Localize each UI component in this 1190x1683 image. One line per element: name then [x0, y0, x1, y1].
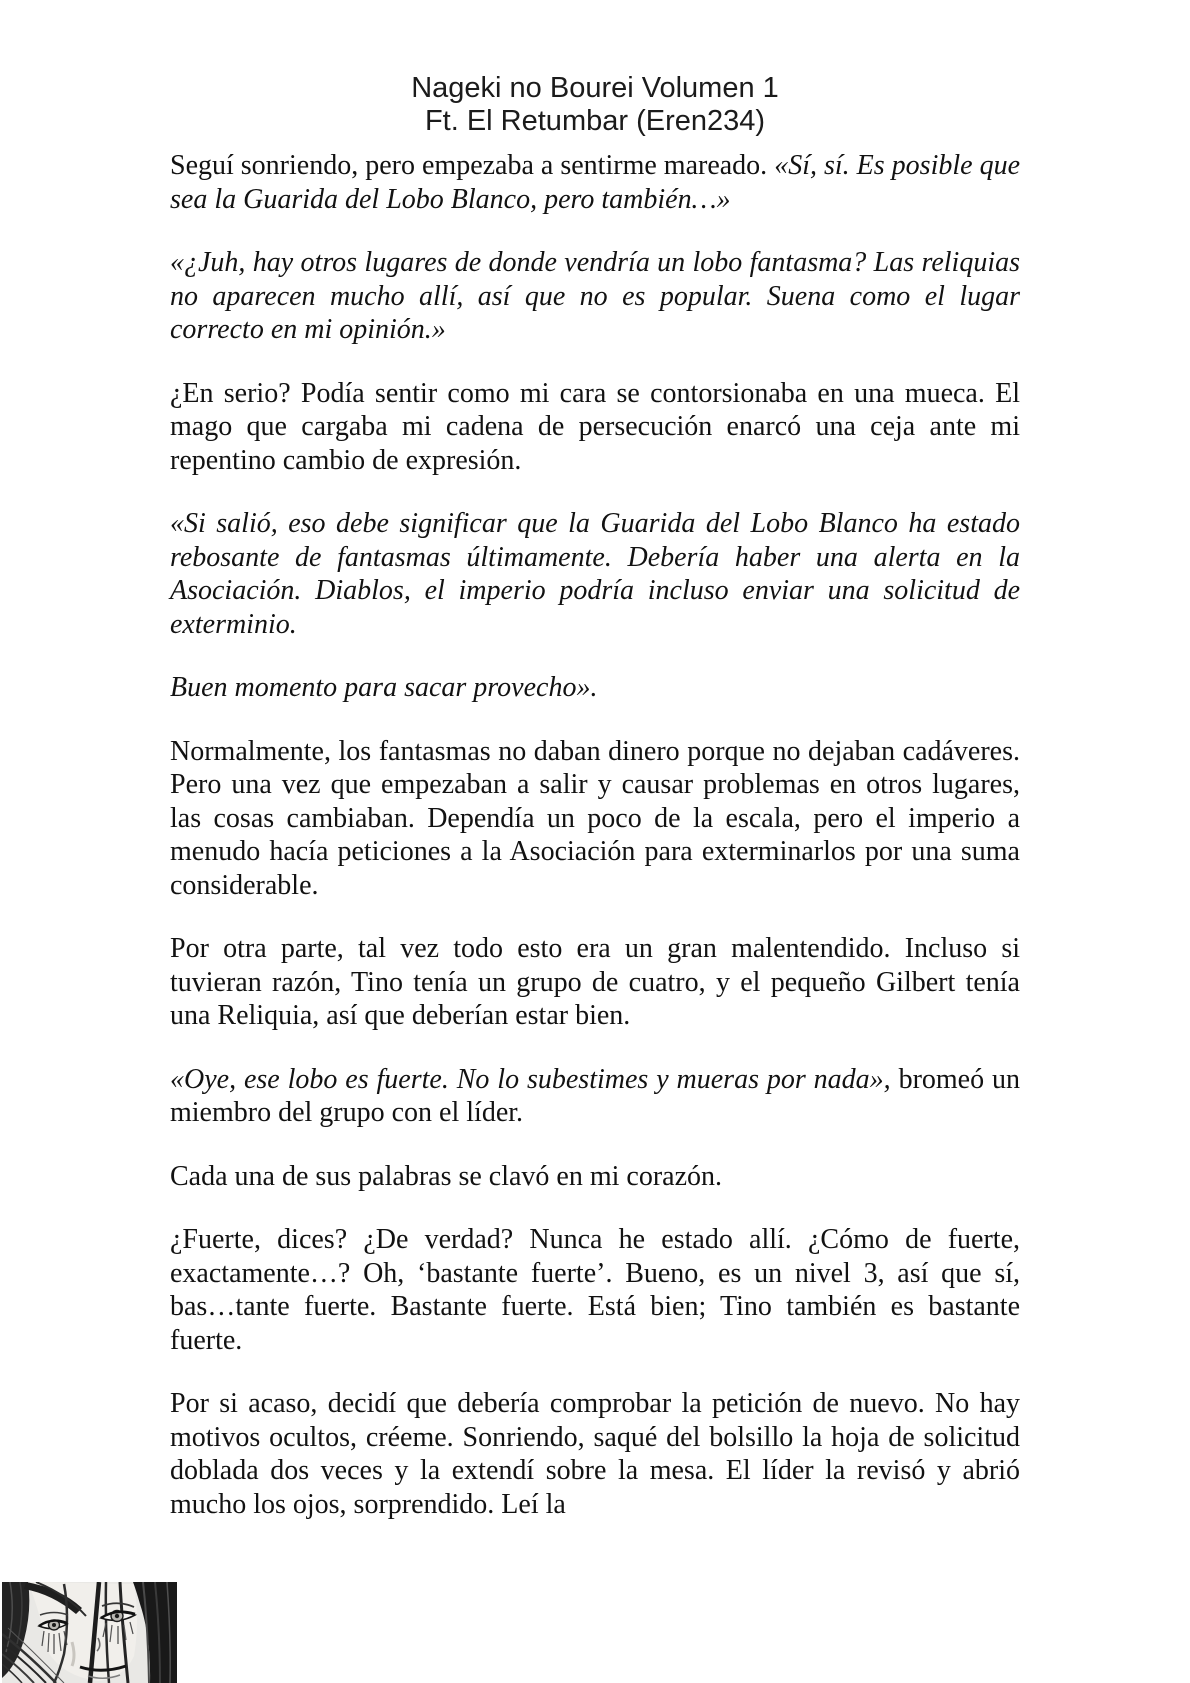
text-segment: Normalmente, los fantasmas no daban dinero porque no dejaban cadáveres. Pero una vez que empezaban a salir y causar problemas en otros lugares, las cosas cambiaban. Dependía un poco de la escala, pero el imperio a menudo hacía peticiones a la Asociación para exterminarlos por una suma considerable. — [170, 735, 1020, 901]
document-title: Nageki no Bourei Volumen 1 — [411, 72, 779, 104]
text-segment: ¿Fuerte, dices? ¿De verdad? Nunca he estado allí. ¿Cómo de fuerte, exactamente…? Oh, ‘bastante fuerte’. Bueno, es un nivel 3, así que sí, bas…tante fuerte. Bastante fuerte. Está bien; Tino también es bastante fuerte. — [170, 1224, 1020, 1356]
paragraph — [170, 246, 1020, 347]
paragraph — [170, 507, 1020, 641]
paragraph — [170, 932, 1020, 1033]
manga-face-illustration — [2, 1582, 177, 1683]
text-segment: «¿Juh, hay otros lugares de donde vendría un lobo fantasma? Las reliquias no aparecen mucho allí, así que no es popular. Suena como el lugar correcto en mi opinión.» — [170, 247, 1020, 345]
paragraph — [170, 1063, 1020, 1130]
paragraph — [170, 735, 1020, 903]
paragraph — [170, 149, 1020, 216]
text-segment: Por otra parte, tal vez todo esto era un gran malentendido. Incluso si tuvieran razón, Tino tenía un grupo de cuatro, y el pequeño Gilbert tenía una Reliquia, así que deberían estar bien. — [170, 933, 1020, 1031]
text-segment: Cada una de sus palabras se clavó en mi corazón. — [170, 1160, 723, 1192]
paragraph — [170, 1223, 1020, 1357]
text-segment: «Sí, sí. Es posible que sea la Guarida del Lobo Blanco, pero también…» — [170, 150, 1020, 215]
text-segment: «Si salió, eso debe significar que la Guarida del Lobo Blanco ha estado rebosante de fantasmas últimamente. Debería haber una alerta en la Asociación. Diablos, el imperio podría incluso enviar una solicitud de exterminio. — [170, 508, 1020, 640]
paragraph — [170, 671, 1020, 705]
manga-face-drawing — [2, 1582, 177, 1683]
text-segment: «Oye, ese lobo es fuerte. No lo subestimes y mueras por nada», — [170, 1063, 891, 1095]
text-segment: Buen momento para sacar provecho». — [170, 672, 598, 703]
text-segment: bromeó un miembro del grupo con el líder. — [170, 1063, 1020, 1128]
paragraph — [170, 1387, 1020, 1521]
document-header — [0, 0, 1190, 138]
document-body — [170, 149, 1020, 1521]
text-segment: ¿En serio? Podía sentir como mi cara se contorsionaba en una mueca. El mago que cargaba mi cadena de persecución enarcó una ceja ante mi repentino cambio de expresión. — [170, 377, 1020, 476]
paragraph — [170, 377, 1020, 478]
text-segment: Por si acaso, decidí que debería comprobar la petición de nuevo. No hay motivos ocultos, créeme. Sonriendo, saqué del bolsillo la hoja de solicitud doblada dos veces y la extendí sobre la mesa. El líder la revisó y abrió mucho los ojos, sorprendido. Leí la — [170, 1388, 1020, 1520]
paragraph — [170, 1160, 1020, 1194]
document-subtitle: Ft. El Retumbar (Eren234) — [424, 105, 766, 137]
text-segment: Seguí sonriendo, pero empezaba a sentirme mareado. — [170, 150, 775, 181]
